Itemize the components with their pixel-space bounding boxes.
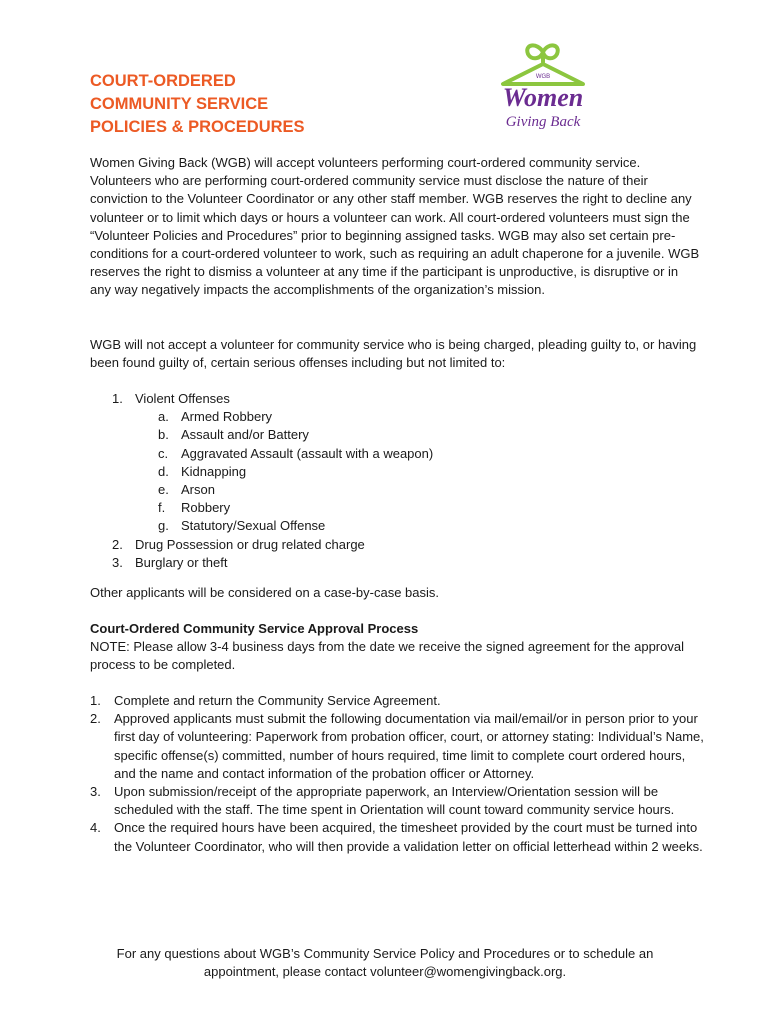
- intro-paragraph: Women Giving Back (WGB) will accept volunteers performing court-ordered community service. Volunteers who are performing court-ordered community service must disclose the nature of their conviction to the Volunteer Coordinator or any other staff member. WGB reserves the right to decline any volunteer or to limit which days or hours a volunteer can work. All court-ordered volunteers must sign the “Volunteer Policies and Procedures” prior to beginning assigned tasks. WGB may also set certain pre-conditions for a court-ordered volunteer to work, such as requiring an adult chaperone for a juvenile. WGB reserves the right to dismiss a volunteer at any time if the participant is unproductive, is disruptive or in any way negatively impacts the accomplishments of the organization’s mission.: [90, 155, 700, 298]
- list-number: 4.: [90, 820, 101, 836]
- list-item: [90, 819, 710, 855]
- step-text: Approved applicants must submit the following documentation via mail/email/or in person prior to your first day of volunteering: Paperwork from probation officer, court, or attorney stating: Individual’s Name, specific offense(s) committed, number of hours required, time limit to complete court ordered hours, and the name and contact information of the probation officer or Attorney.: [114, 711, 704, 781]
- list-number: 3.: [112, 554, 123, 570]
- list-item: [90, 463, 710, 481]
- logo-tagline: Giving Back: [505, 114, 581, 130]
- logo-name: Women: [502, 83, 584, 112]
- list-item: [90, 692, 710, 710]
- list-item: [90, 408, 710, 426]
- list-letter: b.: [158, 427, 169, 443]
- list-letter: c.: [158, 445, 169, 461]
- list-item: [90, 390, 710, 536]
- list-item-label: Armed Robbery: [181, 409, 273, 425]
- list-item: [90, 710, 710, 783]
- list-item-label: Robbery: [181, 500, 231, 516]
- title-line-1: COURT-ORDERED: [90, 72, 236, 90]
- contact-footer: For any questions about WGB’s Community Service Policy and Procedures or to schedule an appointment, please contact volunteer@womengivingback.org.: [116, 946, 654, 980]
- logo-badge: WGB: [535, 74, 551, 80]
- list-letter: d.: [158, 463, 169, 479]
- list-item-label: Assault and/or Battery: [181, 427, 309, 443]
- list-item: [90, 554, 710, 572]
- list-number: 1.: [90, 693, 101, 708]
- list-item: [90, 481, 710, 499]
- list-item: [90, 499, 710, 517]
- violent-offenses-sublist: [135, 408, 710, 535]
- list-item-label: Statutory/Sexual Offense: [181, 518, 326, 534]
- list-letter: g.: [158, 518, 169, 534]
- list-item: [90, 517, 710, 535]
- case-by-case-paragraph: Other applicants will be considered on a case-by-case basis.: [90, 585, 440, 600]
- process-note: NOTE: Please allow 3-4 business days from the date we receive the signed agreement for the approval process to be completed.: [90, 639, 684, 673]
- list-item-label: Arson: [181, 482, 215, 498]
- list-item-label: Kidnapping: [181, 463, 247, 479]
- list-item-label: Violent Offenses: [135, 391, 230, 406]
- list-number: 3.: [90, 784, 101, 800]
- list-letter: f.: [158, 500, 166, 516]
- page-title: [90, 70, 305, 139]
- approval-steps-list: [90, 692, 710, 856]
- list-number: 2.: [112, 536, 123, 552]
- list-item-label: Drug Possession or drug related charge: [135, 536, 365, 552]
- process-heading: Court-Ordered Community Service Approval Process: [90, 621, 419, 636]
- list-item: [90, 536, 710, 554]
- title-line-3: POLICIES & PROCEDURES: [90, 118, 305, 136]
- list-number: 1.: [112, 391, 123, 406]
- offenses-intro-paragraph: WGB will not accept a volunteer for community service who is being charged, pleading guilty to, or having been found guilty of, certain serious offenses including but not limited to:: [90, 337, 697, 371]
- list-item-label: Aggravated Assault (assault with a weapon): [181, 445, 434, 461]
- women-giving-back-logo: [488, 34, 598, 134]
- list-letter: a.: [158, 409, 169, 425]
- step-text: Once the required hours have been acquired, the timesheet provided by the court must be turned into the Volunteer Coordinator, who will then provide a validation letter on official letterhead within 2 weeks.: [114, 820, 703, 854]
- list-letter: e.: [158, 482, 169, 498]
- list-item: [90, 445, 710, 463]
- list-number: 2.: [90, 711, 101, 727]
- list-item: [90, 783, 710, 819]
- step-text: Complete and return the Community Service Agreement.: [114, 693, 441, 708]
- title-line-2: COMMUNITY SERVICE: [90, 95, 269, 113]
- list-item: [90, 426, 710, 444]
- offenses-list: [90, 390, 710, 572]
- list-item-label: Burglary or theft: [135, 554, 228, 570]
- step-text: Upon submission/receipt of the appropriate paperwork, an Interview/Orientation session will be scheduled with the staff. The time spent in Orientation will count toward community service hours.: [114, 784, 675, 818]
